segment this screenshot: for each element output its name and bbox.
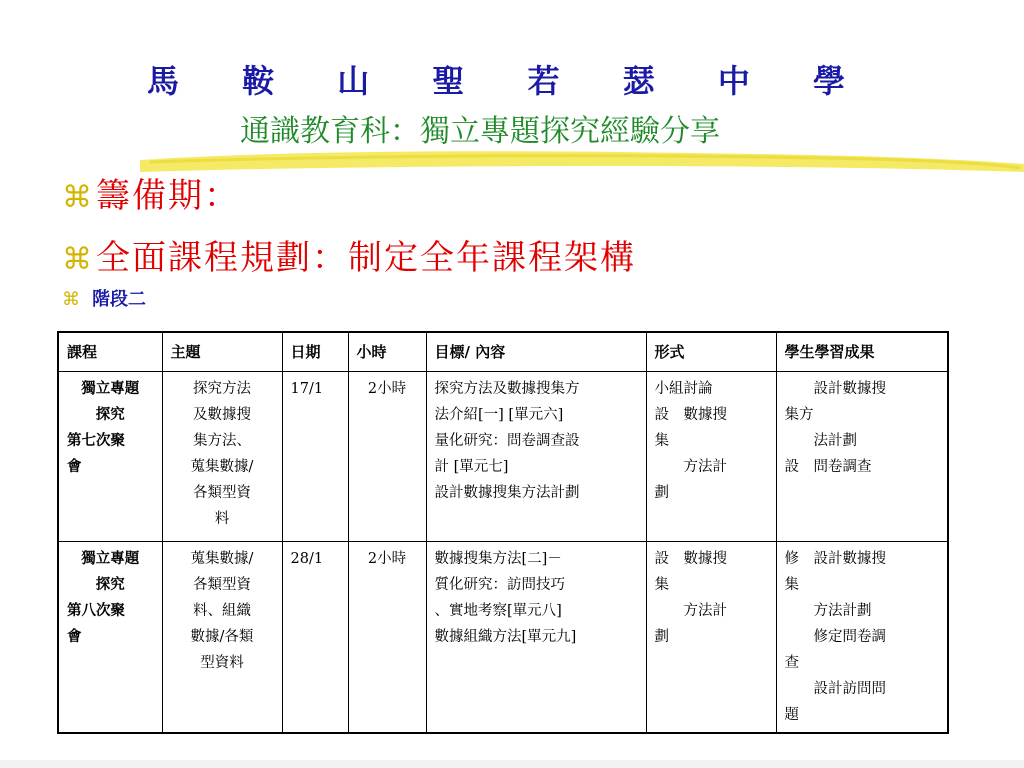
cell-date: 28/1 [282, 542, 348, 734]
slide-subtitle: 通識教育科：獨立專題探究經驗分享 [240, 114, 720, 149]
table-row [58, 542, 948, 734]
header-course: 課程 [58, 332, 162, 372]
schedule-table [57, 331, 949, 734]
bullet-icon: ⌘ [62, 180, 92, 215]
course-line: 第七次聚 [67, 432, 125, 449]
cell-date: 17/1 [282, 372, 348, 542]
format-line: 劃 [654, 629, 669, 645]
cell-outcome [776, 372, 948, 542]
cell-hours: 2小時 [348, 542, 426, 734]
header-date: 日期 [282, 332, 348, 372]
bullet-planning [62, 230, 636, 279]
content-line: 計 [單元七] [434, 459, 509, 475]
header-content: 目標/ 內容 [426, 332, 646, 372]
table-row [58, 372, 948, 542]
outcome-line: 設 問卷調查 [784, 459, 872, 475]
cell-format [646, 372, 776, 542]
format-line: 設 數據搜 [654, 551, 727, 567]
outcome-line: 法計劃 [784, 433, 857, 449]
theme-line: 及數據搜 [193, 407, 251, 423]
cell-outcome [776, 542, 948, 734]
theme-line: 數據/各類 [190, 629, 254, 645]
cell-course [58, 542, 162, 734]
theme-line: 集方法、 [193, 433, 251, 449]
outcome-line: 設計數據搜 [784, 381, 886, 397]
theme-line: 探究方法 [193, 381, 251, 397]
school-title: 馬 鞍 山 聖 若 瑟 中 學 [147, 62, 871, 100]
course-line: 探究 [95, 406, 125, 423]
header-hours: 小時 [348, 332, 426, 372]
format-line: 方法計 [654, 459, 727, 475]
outcome-line: 題 [784, 707, 799, 723]
planning-text: 全面課程規劃：制定全年課程架構 [96, 238, 636, 278]
format-line: 設 數據搜 [654, 407, 727, 423]
bullet-stage [62, 285, 146, 311]
table-header-row [58, 332, 948, 372]
cell-content [426, 542, 646, 734]
outcome-line: 修 設計數據搜 [784, 551, 886, 567]
theme-line: 各類型資 [193, 485, 251, 501]
course-line: 獨立專題 [81, 380, 140, 397]
theme-line: 料、組織 [193, 603, 251, 619]
format-line: 方法計 [654, 603, 727, 619]
highlighter-stroke [140, 142, 1024, 182]
cell-hours: 2小時 [348, 372, 426, 542]
course-line: 會 [67, 628, 82, 645]
header-outcome: 學生學習成果 [776, 332, 948, 372]
prep-period-text: 籌備期： [96, 176, 240, 216]
course-line: 探究 [95, 576, 125, 593]
cell-theme [162, 542, 282, 734]
course-line: 獨立專題 [81, 550, 140, 567]
content-line: 法介紹[一] [單元六] [434, 407, 564, 423]
outcome-line: 查 [784, 655, 799, 671]
format-line: 集 [654, 577, 669, 593]
cell-content [426, 372, 646, 542]
content-line: 量化研究：問卷調查設 [434, 433, 580, 449]
footer-band [0, 760, 1024, 768]
cell-theme [162, 372, 282, 542]
bullet-icon: ⌘ [62, 242, 92, 277]
course-line: 第八次聚 [67, 602, 125, 619]
theme-line: 各類型資 [193, 577, 251, 593]
content-line: 數據組織方法[單元九] [434, 629, 577, 645]
theme-line: 型資料 [200, 655, 244, 671]
outcome-line: 集方 [784, 407, 814, 423]
theme-line: 蒐集數據/ [190, 551, 254, 567]
bullet-prep-period [62, 168, 240, 217]
course-line: 會 [67, 458, 82, 475]
header-theme: 主題 [162, 332, 282, 372]
outcome-line: 方法計劃 [784, 603, 872, 619]
format-line: 集 [654, 433, 669, 449]
theme-line: 料 [214, 511, 230, 527]
cell-format [646, 542, 776, 734]
content-line: 、實地考察[單元八] [434, 603, 562, 619]
content-line: 質化研究：訪問技巧 [434, 577, 565, 593]
stage-text: 階段二 [92, 289, 146, 310]
format-line: 小組討論 [654, 381, 713, 397]
theme-line: 蒐集數據/ [190, 459, 254, 475]
outcome-line: 設計訪問問 [784, 681, 886, 697]
content-line: 數據搜集方法[二]－ [434, 551, 562, 567]
content-line: 探究方法及數據搜集方 [434, 381, 580, 397]
cell-course [58, 372, 162, 542]
bullet-icon: ⌘ [62, 289, 80, 310]
outcome-line: 修定問卷調 [784, 629, 886, 645]
content-line: 設計數據搜集方法計劃 [434, 485, 580, 501]
format-line: 劃 [654, 485, 669, 501]
outcome-line: 集 [784, 577, 799, 593]
header-format: 形式 [646, 332, 776, 372]
